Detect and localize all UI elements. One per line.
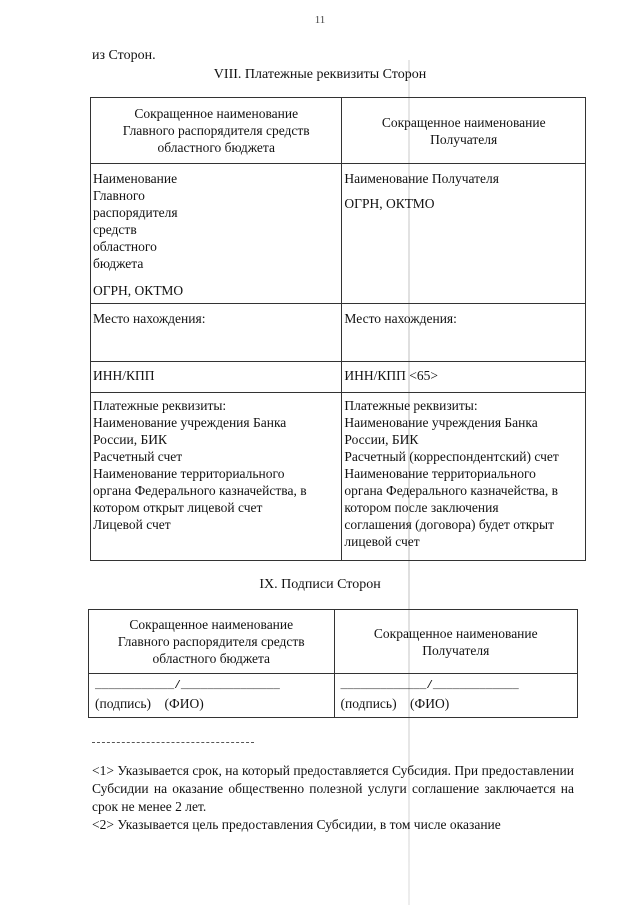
signatures-header-row xyxy=(89,610,578,674)
payment-left-line: Наименование территориального xyxy=(93,466,285,481)
signatures-row xyxy=(89,674,578,718)
location-right-cell: Место нахождения: xyxy=(342,304,586,362)
payment-right-line: Наименование учреждения Банка xyxy=(344,415,538,430)
payment-left-line: Платежные реквизиты: xyxy=(93,398,227,413)
payment-right-line: Наименование территориального xyxy=(344,466,536,481)
sig-header-right-cell: Сокращенное наименование Получателя xyxy=(334,610,577,674)
sig-header-left-cell: Сокращенное наименование Главного распорядителя средств областного бюджета xyxy=(89,610,335,674)
left-name-line: областного xyxy=(93,239,157,254)
name-row xyxy=(91,164,586,304)
payment-right-line: Платежные реквизиты: xyxy=(344,398,478,413)
section-8-title: VIII. Платежные реквизиты Сторон xyxy=(213,67,427,82)
payment-right-cell xyxy=(342,393,586,561)
footnotes xyxy=(92,762,574,834)
signatures-table xyxy=(88,609,578,718)
footnote-separator xyxy=(92,742,254,743)
inn-left-cell: ИНН/КПП xyxy=(91,362,342,393)
footnote-1: <1> Указывается срок, на который предоставляется Субсидия. При предоставлении Субсидии на оказание общественно полезной услуги соглашение заключается на срок не менее 2 лет. xyxy=(92,763,574,814)
left-name-line: бюджета xyxy=(93,256,144,271)
footnote-2: <2> Указывается цель предоставления Субсидии, в том числе оказание xyxy=(92,817,501,832)
header-right-cell: Сокращенное наименование Получателя xyxy=(342,98,586,164)
inn-right-cell: ИНН/КПП <65> xyxy=(342,362,586,393)
payment-left-line: Расчетный счет xyxy=(93,449,183,464)
payment-left-line: органа Федерального казначейства, в xyxy=(93,483,307,498)
name-left-cell xyxy=(91,164,342,304)
payment-right-line: Расчетный (корреспондентский) счет xyxy=(344,449,559,464)
location-left-cell: Место нахождения: xyxy=(91,304,342,362)
sig-right-line: _____________/_____________ xyxy=(340,680,519,692)
payment-right-line: России, БИК xyxy=(344,432,419,447)
page-number: 11 xyxy=(314,14,326,26)
sig-left-cell xyxy=(89,674,335,718)
payment-left-line: Лицевой счет xyxy=(93,517,171,532)
table-header-row xyxy=(91,98,586,164)
left-name-line: Главного xyxy=(93,188,145,203)
payment-right-line: соглашения (договора) будет открыт xyxy=(344,517,555,532)
payment-row xyxy=(91,393,586,561)
sig-left-line: ____________/_______________ xyxy=(95,680,280,692)
left-name-line: Наименование xyxy=(93,171,178,186)
payment-left-line: России, БИК xyxy=(93,432,167,447)
sig-right-cell xyxy=(334,674,577,718)
payment-details-table xyxy=(90,97,586,561)
sig-left-caption: (подпись) (ФИО) xyxy=(95,696,204,711)
name-right-cell xyxy=(342,164,586,304)
payment-right-line: органа Федерального казначейства, в xyxy=(344,483,559,498)
payment-left-line: Наименование учреждения Банка xyxy=(93,415,287,430)
section-9-title: IX. Подписи Сторон xyxy=(259,577,381,592)
left-name-line: средств xyxy=(93,222,137,237)
payment-right-line: лицевой счет xyxy=(344,534,420,549)
right-ogrn-label: ОГРН, ОКТМО xyxy=(344,196,435,211)
payment-left-line: котором открыт лицевой счет xyxy=(93,500,263,515)
left-ogrn-label: ОГРН, ОКТМО xyxy=(93,283,184,298)
inn-row xyxy=(91,362,586,393)
header-left-cell: Сокращенное наименование Главного распорядителя средств областного бюджета xyxy=(91,98,342,164)
payment-right-line: котором после заключения xyxy=(344,500,499,515)
location-row xyxy=(91,304,586,362)
payment-left-cell xyxy=(91,393,342,561)
sig-right-caption: (подпись) (ФИО) xyxy=(340,696,450,711)
left-name-line: распорядителя xyxy=(93,205,178,220)
right-name-label: Наименование Получателя xyxy=(344,171,499,186)
intro-fragment: из Сторон. xyxy=(92,48,156,63)
